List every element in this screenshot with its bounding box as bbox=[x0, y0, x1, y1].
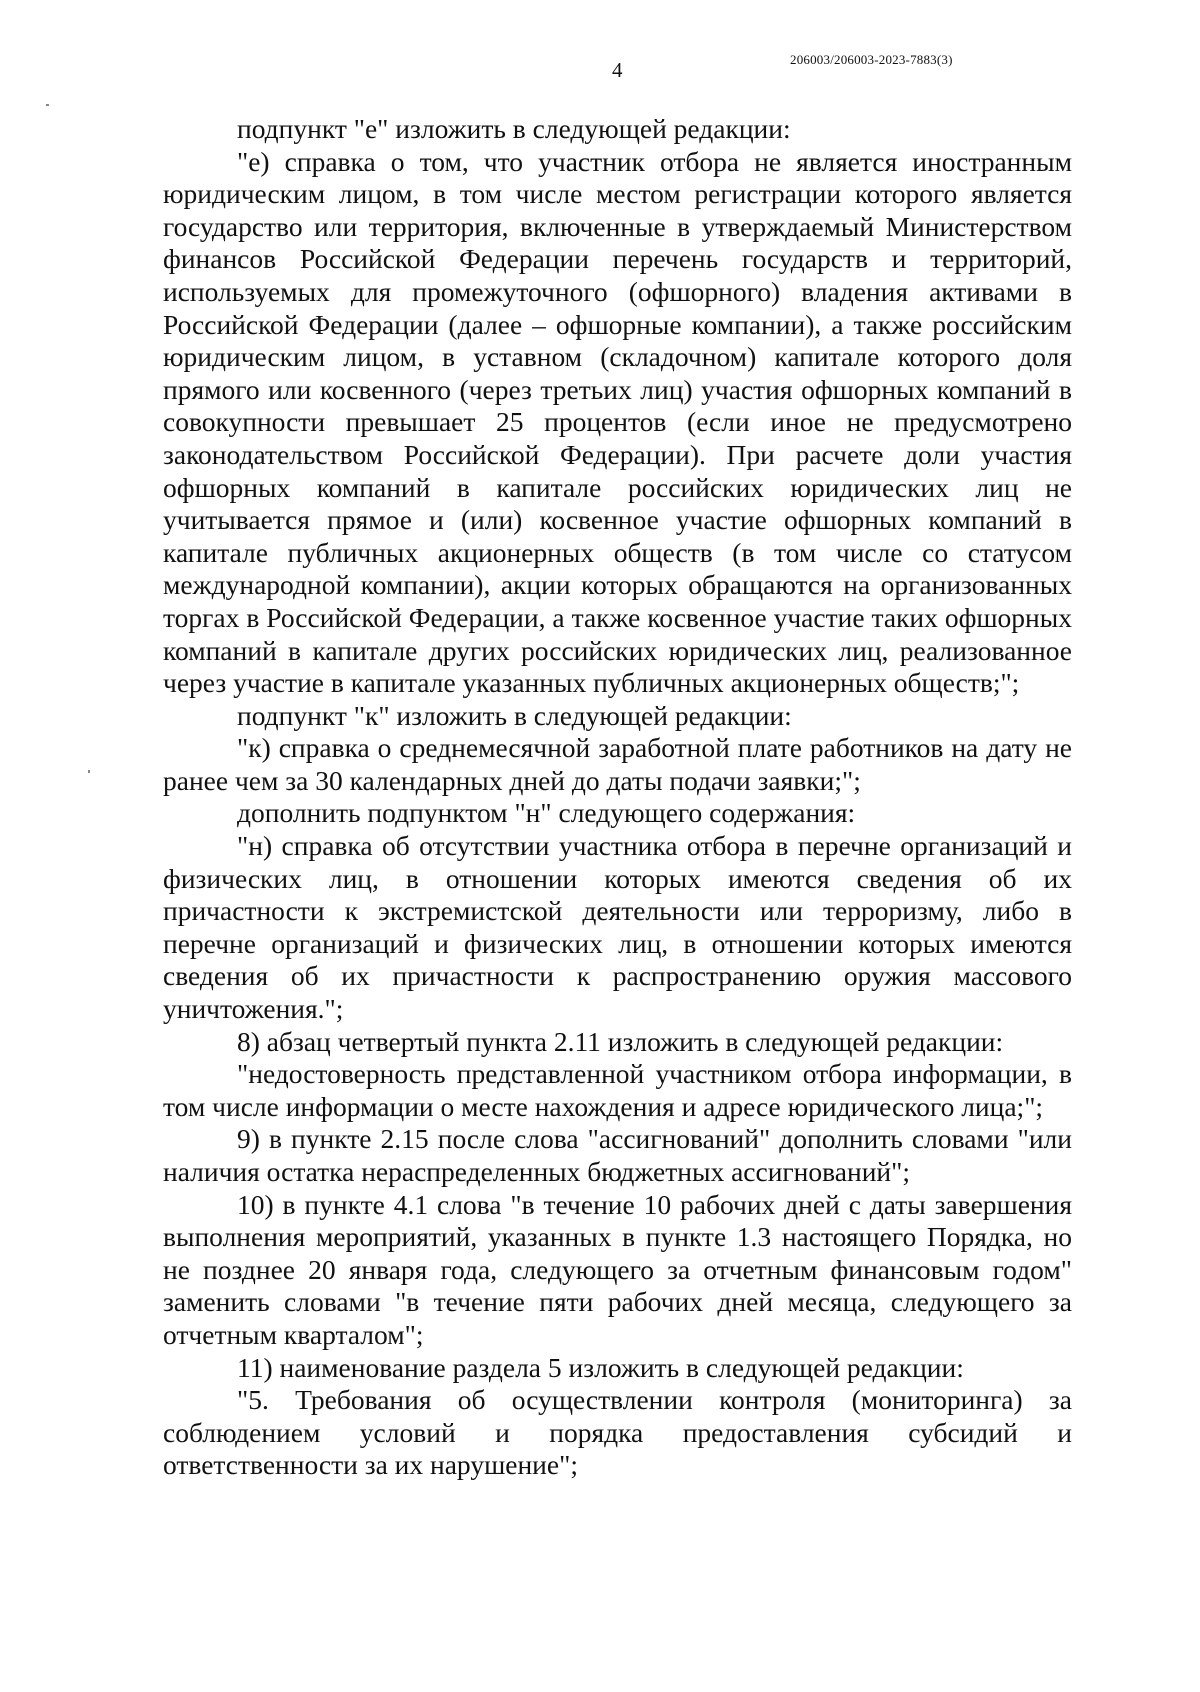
scan-speck bbox=[88, 770, 90, 773]
paragraph: 11) наименование раздела 5 изложить в следующей редакции: bbox=[237, 1351, 964, 1383]
paragraph: "е) справка о том, что участник отбора не является иностранным юридическим лицом, в том числе местом регистрации которого является государство или территория, включенные в утверждаемый Министерством финансов Российской Федерации перечень государств и территорий, используемых для промежуточного (офшорного) владения активами в Российской Федерации (далее – офшорные компании), а также российским юридическим лицом, в уставном (складочном) капитале которого доля прямого или косвенного (через третьих лиц) участия офшорных компаний в совокупности превышает 25 процентов (если иное не предусмотрено законодательством Российской Федерации). При расчете доли участия офшорных компаний в капитале российских юридических лиц не учитывается прямое и (или) косвенное участие офшорных компаний в капитале публичных акционерных обществ (в том числе со статусом международной компании), акции которых обращаются на организованных торгах в Российской Федерации, а также косвенное участие таких офшорных компаний в капитале других российских юридических лиц, реализованное через участие в капитале указанных публичных акционерных обществ;"; bbox=[163, 145, 1072, 699]
paragraph: "недостоверность представленной участником отбора информации, в том числе информации о месте нахождения и адресе юридического лица;"; bbox=[163, 1058, 1072, 1122]
scan-speck bbox=[46, 104, 49, 106]
paragraph: 8) абзац четвертый пункта 2.11 изложить в следующей редакции: bbox=[237, 1025, 1004, 1057]
page-number: 4 bbox=[612, 58, 623, 82]
paragraph: "к) справка о среднемесячной заработной плате работников на дату не ранее чем за 30 календарных дней до даты подачи заявки;"; bbox=[163, 732, 1072, 796]
document-body bbox=[163, 113, 1072, 1482]
paragraph: подпункт "е" изложить в следующей редакции: bbox=[237, 113, 791, 144]
paragraph: подпункт "к" изложить в следующей редакции: bbox=[237, 699, 792, 731]
paragraph: 9) в пункте 2.15 после слова "ассигнований" дополнить словами "или наличия остатка нераспределенных бюджетных ассигнований"; bbox=[163, 1123, 1072, 1187]
paragraph: 10) в пункте 4.1 слова "в течение 10 рабочих дней с даты завершения выполнения мероприятий, указанных в пункте 1.3 настоящего Порядка, но не позднее 20 января года, следующего за отчетным финансовым годом" заменить словами "в течение пяти рабочих дней месяца, следующего за отчетным кварталом"; bbox=[163, 1188, 1072, 1350]
paragraph: "н) справка об отсутствии участника отбора в перечне организаций и физических лиц, в отношении которых имеются сведения об их причастности к экстремистской деятельности или терроризму, либо в перечне организаций и физических лиц, в отношении которых имеются сведения об их причастности к распространению оружия массового уничтожения."; bbox=[163, 830, 1072, 1025]
paragraph: "5. Требования об осуществлении контроля (мониторинга) за соблюдением условий и порядка предоставления субсидий и ответственности за их нарушение"; bbox=[163, 1384, 1072, 1481]
paragraph: дополнить подпунктом "н" следующего содержания: bbox=[237, 797, 856, 829]
document-registration-number: 206003/206003-2023-7883(3) bbox=[790, 52, 953, 67]
